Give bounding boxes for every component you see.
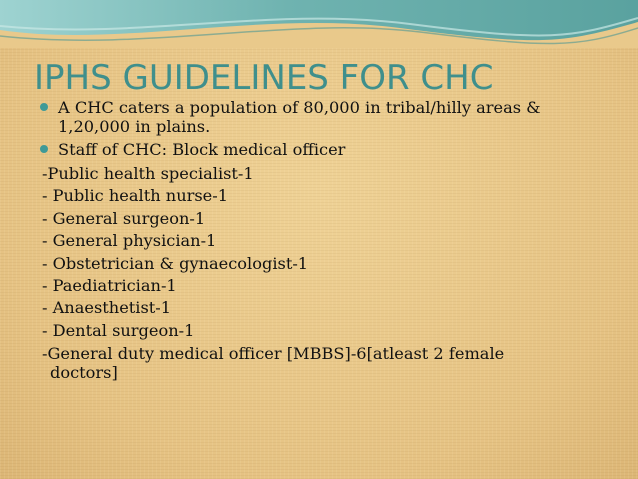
bullet-dot-icon: [40, 145, 48, 153]
bullet-item-staff: [38, 140, 618, 159]
staff-item-general-physician: - General physician-1: [42, 231, 217, 251]
slide-content: [38, 98, 618, 382]
header-wave-decoration: [0, 0, 638, 48]
staff-item-anaesthetist: - Anaesthetist-1: [42, 298, 172, 318]
bullet-text-line: A CHC caters a population of 80,000 in tribal/hilly areas &: [58, 98, 541, 117]
bullet-text-line: Staff of CHC: Block medical officer: [58, 140, 346, 159]
staff-item-text-line: doctors]: [50, 363, 118, 383]
staff-item-obstetrician: - Obstetrician & gynaecologist-1: [42, 253, 309, 273]
staff-item-general-surgeon: - General surgeon-1: [42, 208, 206, 228]
staff-item-text-line: -General duty medical officer [MBBS]-6[atleast 2 female: [42, 344, 505, 364]
bullet-text-line: 1,20,000 in plains.: [58, 117, 211, 136]
header-band: [0, 0, 638, 48]
slide-title: IPHS GUIDELINES FOR CHC: [34, 58, 494, 98]
staff-item-paediatrician: - Paediatrician-1: [42, 276, 177, 296]
bullet-item-population: [38, 98, 618, 136]
staff-item-general-duty-medical-officer: [42, 344, 562, 382]
bullet-dot-icon: [40, 103, 48, 111]
staff-list: [38, 163, 618, 382]
staff-item-public-health-nurse: - Public health nurse-1: [42, 186, 229, 206]
staff-item-dental-surgeon: - Dental surgeon-1: [42, 320, 195, 340]
staff-item-public-health-specialist: -Public health specialist-1: [42, 164, 254, 183]
